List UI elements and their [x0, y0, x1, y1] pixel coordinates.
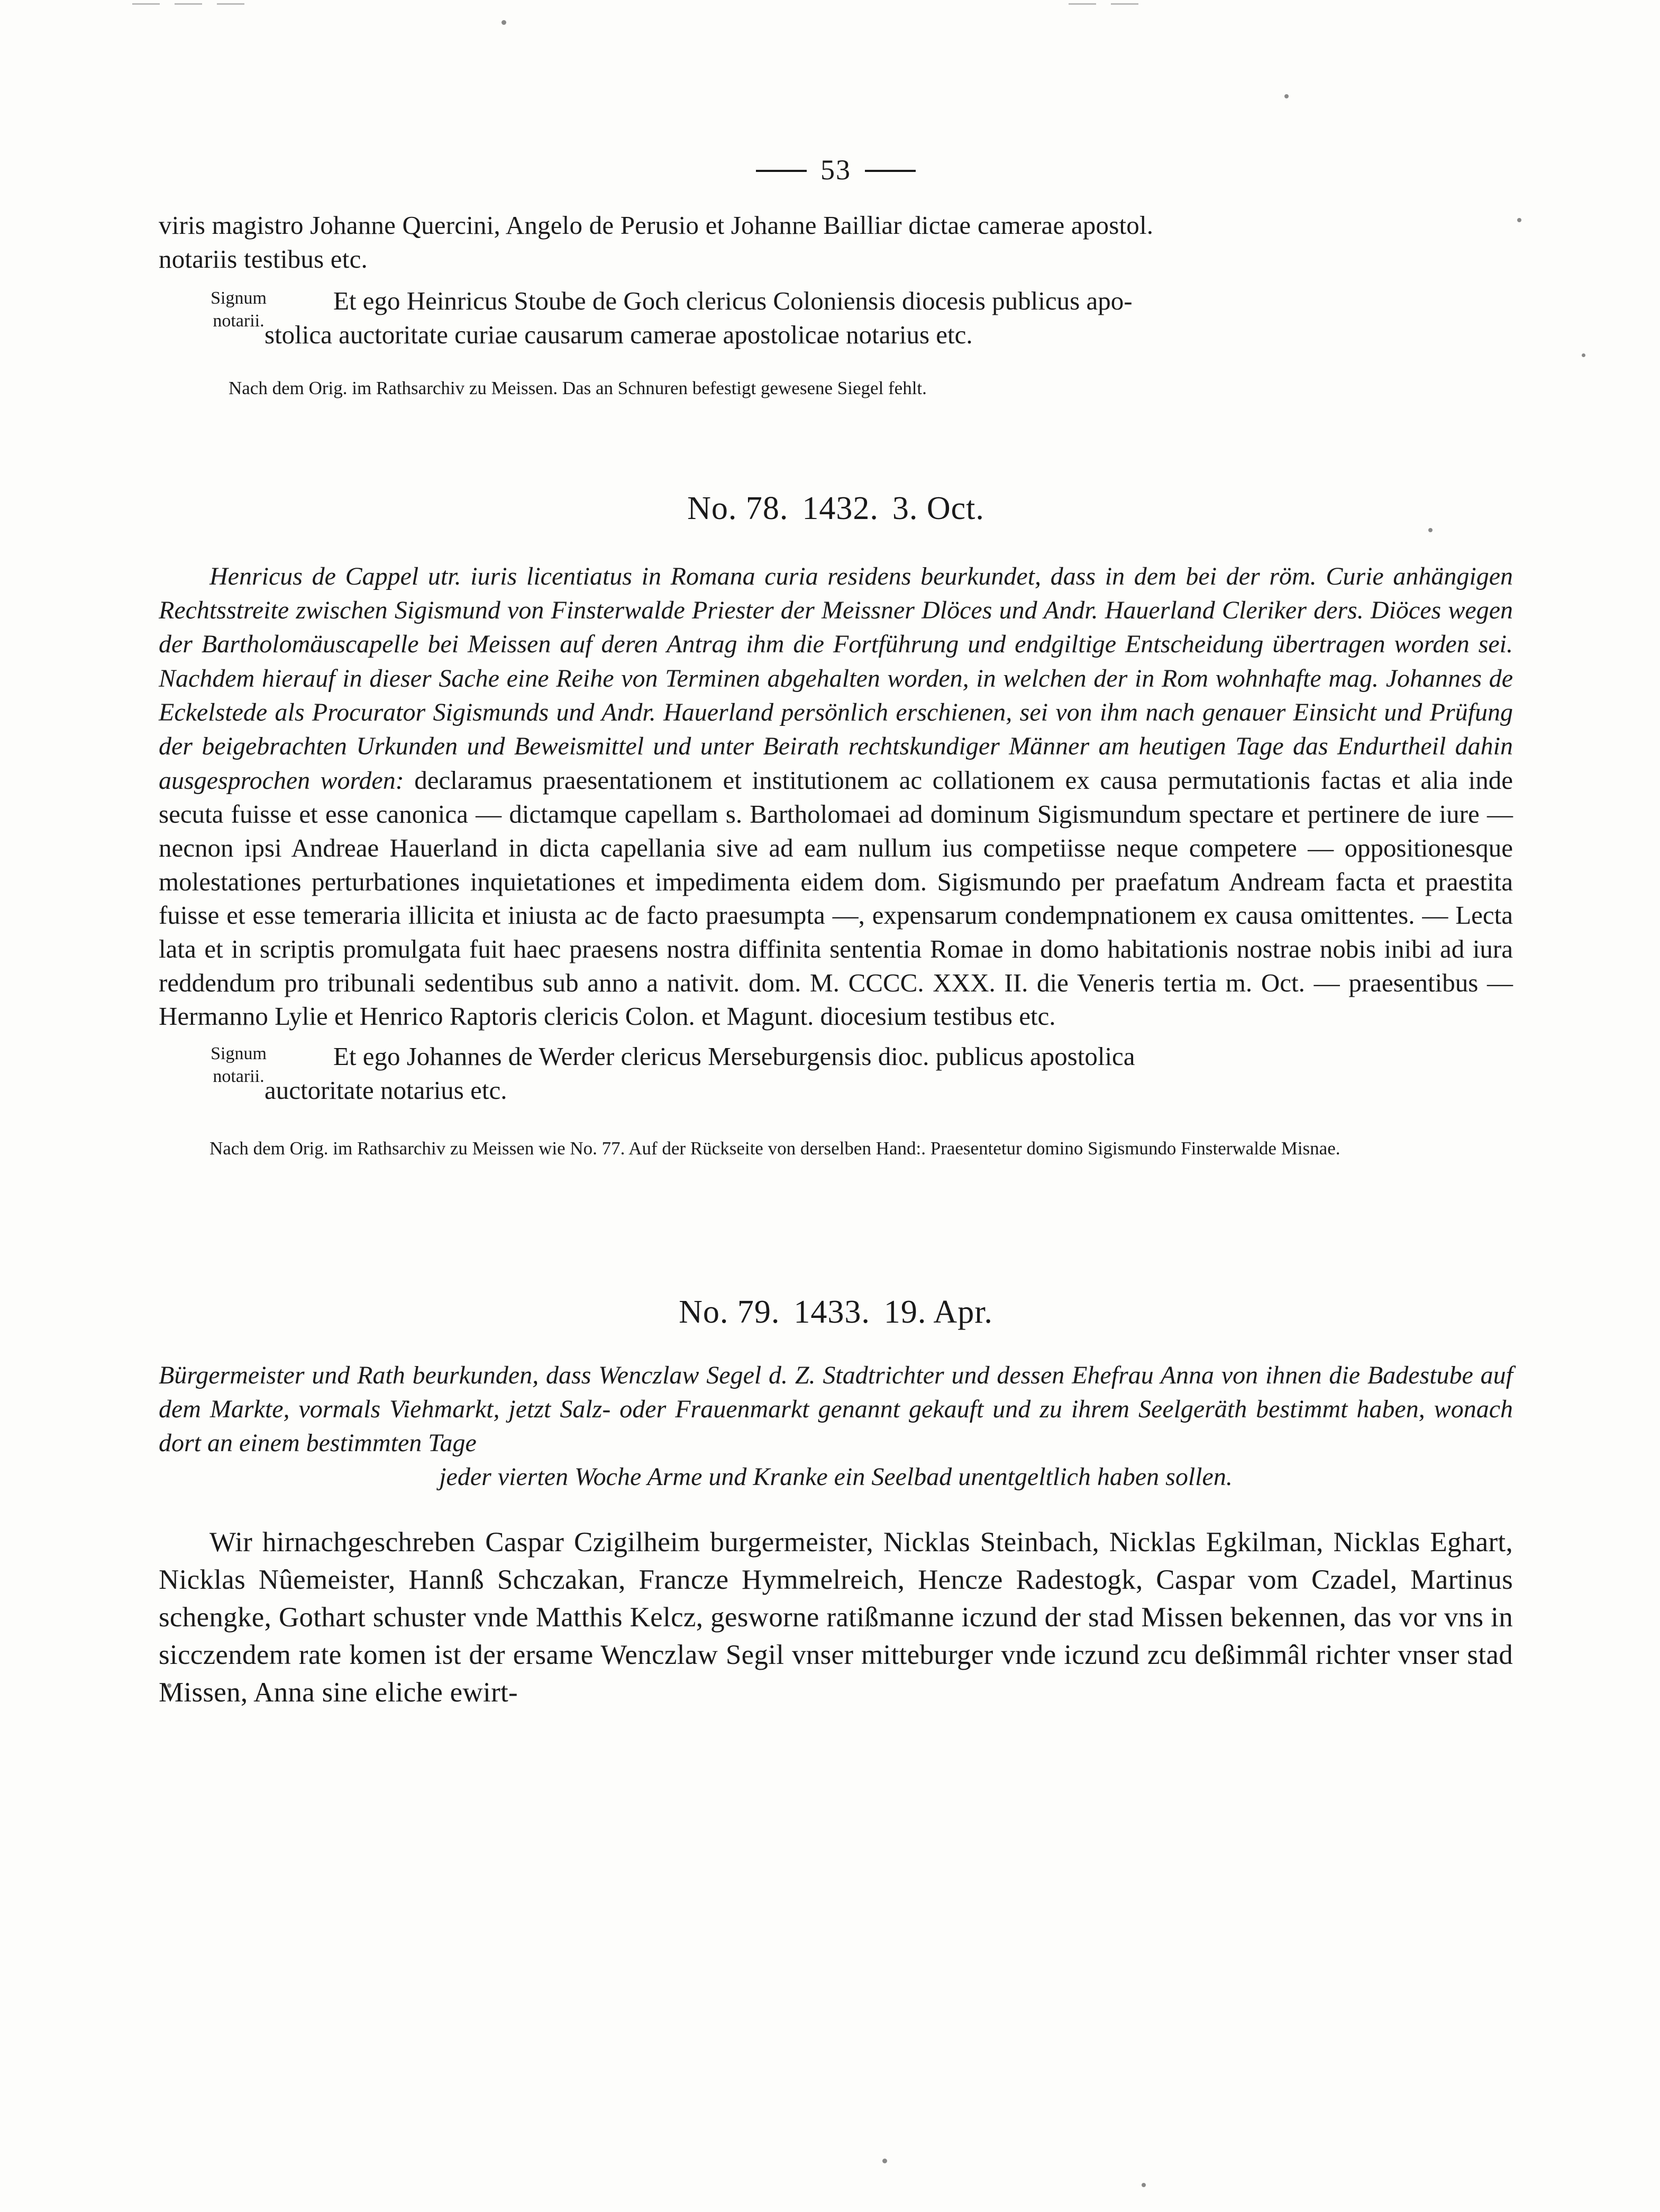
page-header [159, 153, 1513, 185]
charter-79-body [159, 1524, 1513, 1712]
scan-speck [1142, 2183, 1146, 2187]
heading-78-number: No. 78. [687, 490, 789, 526]
signum-78-text-line-2: auctoritate notarius etc. [264, 1075, 507, 1105]
signum-text-line-2: stolica auctoritate curiae causarum camerae apostolicae notarius etc. [264, 320, 973, 350]
heading-78-year: 1432. [802, 490, 879, 526]
heading-no-78 [159, 490, 1513, 527]
source-note-78 [159, 1136, 1513, 1161]
scan-speck [882, 2159, 887, 2163]
signum-78-label-line-1: Signum [211, 1043, 267, 1063]
header-rule-left [756, 170, 807, 172]
signum-label-line-2: notarii. [213, 311, 264, 331]
header-rule-right [865, 170, 916, 172]
heading-79-number: No. 79. [679, 1294, 780, 1331]
heading-79-year: 1433. [793, 1294, 870, 1331]
signum-block-78 [159, 1040, 1513, 1107]
scan-speck [1582, 353, 1585, 357]
charter-78-text [159, 559, 1513, 1033]
source-note-78-text: Nach dem Orig. im Rathsarchiv zu Meissen wie No. 77. Auf der Rückseite von derselben Hand:. Praesentetur domino Sigismundo Finsterwalde Misnae. [209, 1138, 1340, 1159]
heading-79-date: 19. Apr. [883, 1294, 993, 1331]
continued-paragraph [159, 208, 1513, 276]
signum-78-text [264, 1040, 1513, 1107]
signum-label-line-1: Signum [211, 288, 267, 308]
signum-text [264, 284, 1513, 351]
signum-78-text-line-1: Et ego Johannes de Werder clericus Merseburgensis dioc. publicus apostolica [333, 1041, 1135, 1071]
signum-text-line-1: Et ego Heinricus Stoube de Goch clericus Coloniensis diocesis publicus apo- [333, 286, 1133, 316]
charter-78-regest-text: Henricus de Cappel utr. iuris licentiatus in Romana curia residens beurkundet, dass in dem bei der röm. Curie anhängigen Rechtsstreite zwischen Sigismund von Finsterwalde Priester der Meissner Dlöces und Andr. Hauerland Cleriker ders. Diöces wegen der Bartholomäuscapelle bei Meissen auf deren Antrag ihm die Fortführung und endgiltige Entscheidung übertragen worden sei. Nachdem hierauf in dieser Sache eine Reihe von Terminen abgehalten worden, in welchen der in Rom wohnhafte mag. Johannes de Eckelstede als Procurator Sigismunds und Andr. Hauerland persönlich erschienen, sei von ihm nach genauer Einsicht und Prüfung der beigebrachten Urkunden und Beweismittel und unter Beirath rechtskundiger Männer am heutigen Tage das Endurtheil dahin ausgesprochen worden: [159, 562, 1513, 795]
heading-78-date: 3. Oct. [892, 490, 984, 526]
charter-78-latin: declaramus praesentationem et institutionem ac collationem ex causa permutationis factas et alia inde secuta fuisse et esse canonica — dictamque capellam s. Bartholomaei ad dominum Sigismundum spectare et pertinere de iure — necnon ipsi Andreae Hauerland in dicta capellania sive ad eam nullum ius competiisse neque competere — oppositionesque molestationes perturbationes inquietationes et impedimenta eidem dom. Sigismundo per praefatum Andream facta et praestita fuisse et esse temeraria illicita et iniusta ac de facto praesumpta —, expensarum condempnationem ex causa omittentes. — Lecta lata et in scriptis promulgata fuit haec praesens nostra diffinita sententia Romae in domo habitationis nostrae nobis inibi ad iura reddendum pro tribunali sedentibus sub anno a nativit. dom. M. CCCC. XXX. II. die Veneris tertia m. Oct. — praesentibus — Hermanno Lylie et Henrico Raptoris clericis Colon. et Magunt. diocesium testibus etc. [159, 765, 1513, 1031]
signum-block-77 [159, 284, 1513, 351]
charter-79-regest [159, 1359, 1513, 1494]
source-note-77 [159, 376, 1513, 401]
charter-78-regest [159, 562, 1513, 795]
signum-marginal-label [178, 287, 299, 333]
scan-speck [1517, 218, 1521, 222]
heading-no-79 [159, 1294, 1513, 1331]
continued-line-1: viris magistro Johanne Quercini, Angelo de Perusio et Johanne Bailliar dictae camerae apostol. [159, 211, 1154, 240]
charter-79-body-text: Wir hirnachgeschreben Caspar Czigilheim burgermeister, Nicklas Steinbach, Nicklas Egkilman, Nicklas Eghart, Nicklas Nûemeister, Hannß Schczakan, Francze Hymmelreich, Hencze Radestogk, Caspar vom Czadel, Martinus schengke, Gothart schuster vnde Matthis Kelcz, gesworne ratißmanne iczund der stad Missen bekennen, das vor vns in sicczendem rate komen ist der ersame Wenczlaw Segil vnser mitteburger vnde iczund zcu deßimmâl richter vnser stad Missen, Anna sine eliche ewirt- [159, 1526, 1513, 1708]
charter-79-regest-lastline: jeder vierten Woche Arme und Kranke ein Seelbad unentgeltlich haben sollen. [439, 1462, 1233, 1491]
signum-marginal-label-78 [178, 1043, 299, 1088]
source-note-77-text: Nach dem Orig. im Rathsarchiv zu Meissen. Das an Schnuren befestigt gewesene Siegel fehlt. [229, 377, 927, 398]
page-content [159, 0, 1513, 1712]
signum-78-label-line-2: notarii. [213, 1066, 264, 1086]
page-number: 53 [820, 154, 851, 186]
continued-line-2: notariis testibus etc. [159, 244, 368, 274]
charter-79-regest-main: Bürgermeister und Rath beurkunden, dass Wenczlaw Segel d. Z. Stadtrichter und dessen Ehefrau Anna von ihnen die Badestube auf dem Markte, vormals Viehmarkt, jetzt Salz- oder Frauenmarkt genannt gekauft und zu ihrem Seelgeräth bestimmt haben, wonach dort an einem bestimmten Tage [159, 1361, 1513, 1457]
scan-edge-tick [132, 3, 160, 5]
